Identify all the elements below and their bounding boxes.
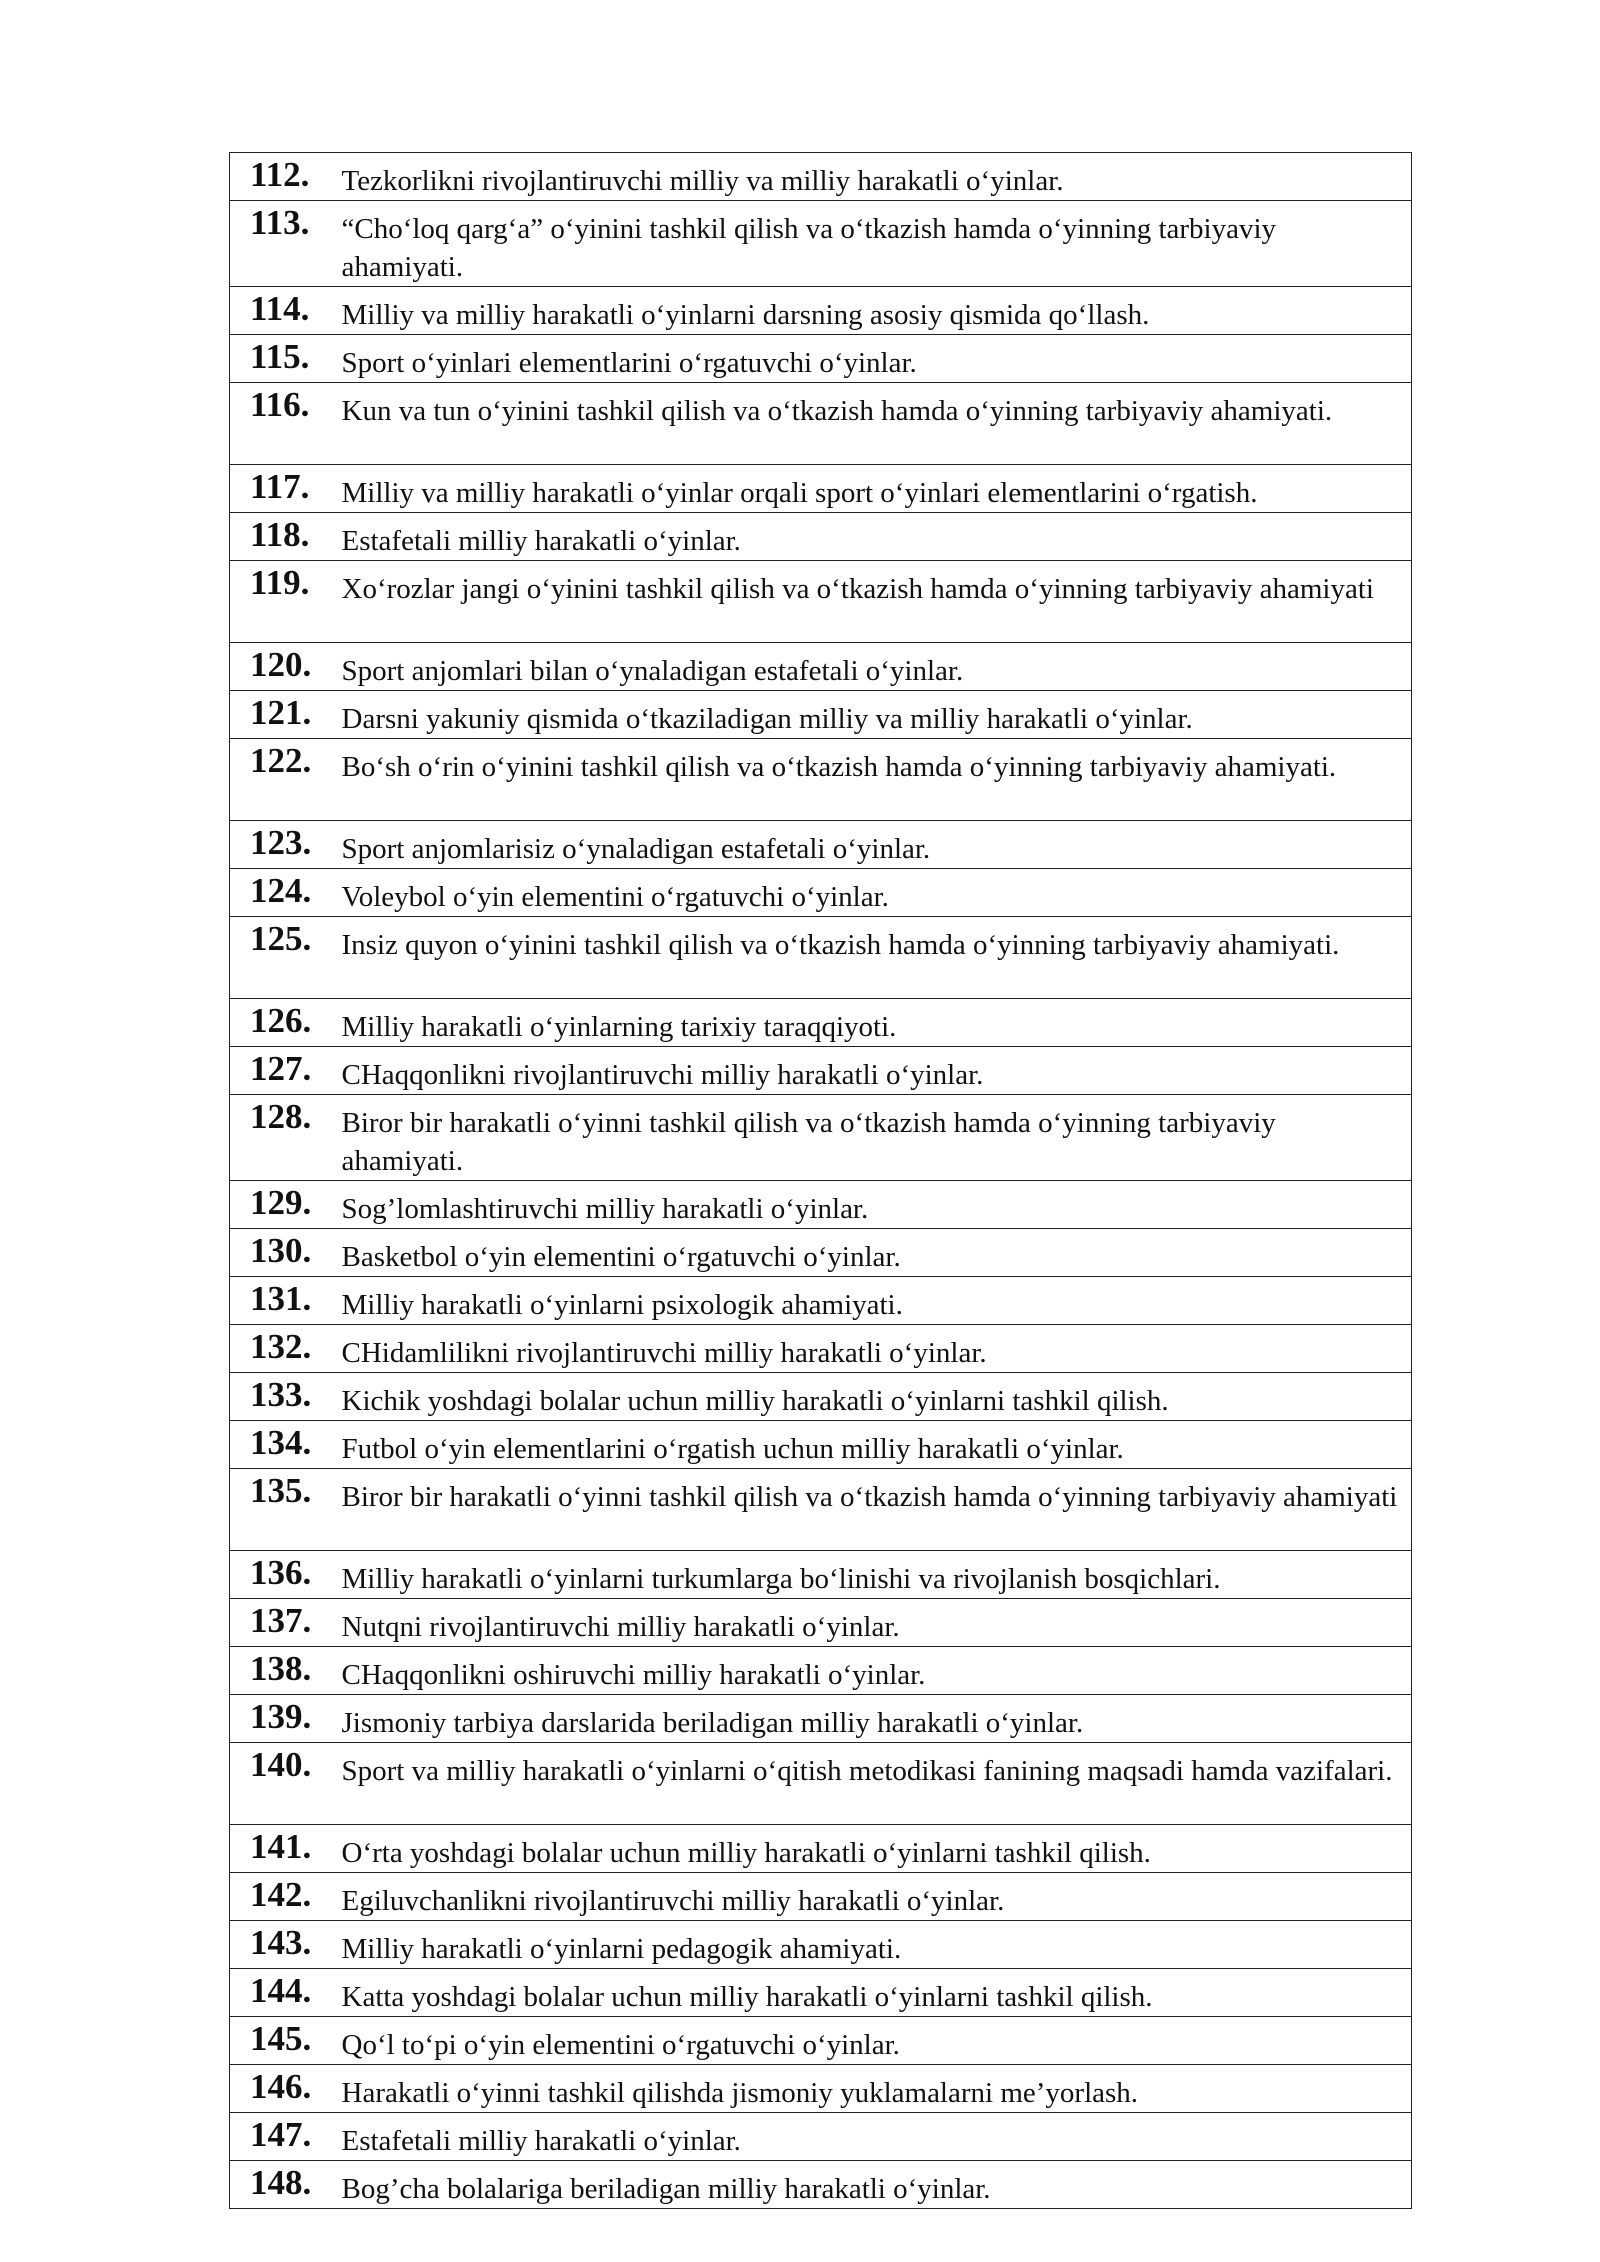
question-text-cell [330,821,1412,869]
question-number: 131. [250,1279,312,1318]
questions-table-body [230,153,1412,2209]
table-row [230,1325,1412,1373]
question-number-cell [230,2161,330,2209]
question-text: Milliy harakatli o‘yinlarni psixologik ahamiyati. [341,1289,903,1321]
table-row [230,383,1412,465]
question-number-cell [230,2017,330,2065]
question-number: 145. [250,2019,312,2058]
table-row [230,153,1412,201]
question-text: CHidamlilikni rivojlantiruvchi milliy harakatli o‘yinlar. [341,1337,987,1369]
table-row [230,1551,1412,1599]
question-text: Biror bir harakatli o‘yinni tashkil qilish va o‘tkazish hamda o‘yinning tarbiyaviy ahamiyati. [341,1107,1276,1177]
question-number: 121. [250,693,312,732]
question-text-cell [330,1743,1412,1825]
question-text: Estafetali milliy harakatli o‘yinlar. [341,525,741,557]
table-row [230,1921,1412,1969]
question-text: “Cho‘loq qarg‘a” o‘yinini tashkil qilish va o‘tkazish hamda o‘yinning tarbiyaviy ahamiyati. [341,213,1277,283]
question-number-cell [230,1181,330,1229]
table-row [230,1373,1412,1421]
table-row [230,1743,1412,1825]
question-number: 142. [250,1875,312,1914]
question-number-cell [230,1047,330,1095]
table-row [230,999,1412,1047]
question-number: 132. [250,1327,312,1366]
question-text: Basketbol o‘yin elementini o‘rgatuvchi o‘yinlar. [341,1241,901,1273]
question-text-cell [330,1969,1412,2017]
question-number-cell [230,1647,330,1695]
question-number-cell [230,1969,330,2017]
question-text: Katta yoshdagi bolalar uchun milliy harakatli o‘yinlarni tashkil qilish. [341,1981,1153,2013]
question-text: Darsni yakuniy qismida o‘tkaziladigan milliy va milliy harakatli o‘yinlar. [341,703,1193,735]
table-row [230,465,1412,513]
question-number: 116. [250,385,310,424]
question-number-cell [230,739,330,821]
question-number-cell [230,1551,330,1599]
question-text-cell [330,869,1412,917]
question-number: 146. [250,2067,312,2106]
table-row [230,643,1412,691]
question-number-cell [230,201,330,287]
question-text: CHaqqonlikni rivojlantiruvchi milliy harakatli o‘yinlar. [341,1059,984,1091]
question-text: Sport anjomlari bilan o‘ynaladigan estafetali o‘yinlar. [341,655,964,687]
question-text: Milliy va milliy harakatli o‘yinlar orqali sport o‘yinlari elementlarini o‘rgatish. [341,477,1258,509]
table-row [230,1469,1412,1551]
question-number-cell [230,1421,330,1469]
table-row [230,1825,1412,1873]
question-number-cell [230,1825,330,1873]
question-text-cell [330,383,1412,465]
table-row [230,1599,1412,1647]
question-text: Jismoniy tarbiya darslarida beriladigan milliy harakatli o‘yinlar. [341,1707,1084,1739]
question-number: 124. [250,871,312,910]
question-number-cell [230,691,330,739]
table-row [230,1047,1412,1095]
question-number: 136. [250,1553,312,1592]
question-text: Sport o‘yinlari elementlarini o‘rgatuvchi o‘yinlar. [341,347,917,379]
question-number-cell [230,917,330,999]
question-text-cell [330,2017,1412,2065]
question-text: Biror bir harakatli o‘yinni tashkil qilish va o‘tkazish hamda o‘yinning tarbiyaviy ahamiyati [341,1481,1398,1513]
question-number-cell [230,999,330,1047]
question-text-cell [330,561,1412,643]
question-text-cell [330,1181,1412,1229]
table-row [230,1873,1412,1921]
question-number-cell [230,869,330,917]
question-text: Milliy harakatli o‘yinlarni turkumlarga bo‘linishi va rivojlanish bosqichlari. [341,1563,1221,1595]
question-number-cell [230,643,330,691]
table-row [230,561,1412,643]
question-number: 130. [250,1231,312,1270]
question-text-cell [330,643,1412,691]
question-number: 148. [250,2163,312,2202]
question-number: 115. [250,337,310,376]
question-text: Insiz quyon o‘yinini tashkil qilish va o‘tkazish hamda o‘yinning tarbiyaviy ahamiyati. [341,929,1340,961]
question-number-cell [230,2113,330,2161]
question-number-cell [230,821,330,869]
question-number: 135. [250,1471,312,1510]
questions-table [229,152,1412,2209]
question-text: Estafetali milliy harakatli o‘yinlar. [341,2125,741,2157]
question-number-cell [230,1325,330,1373]
table-row [230,335,1412,383]
question-text: Kichik yoshdagi bolalar uchun milliy harakatli o‘yinlarni tashkil qilish. [341,1385,1169,1417]
question-number-cell [230,1695,330,1743]
table-row [230,2017,1412,2065]
table-row [230,739,1412,821]
question-text-cell [330,1599,1412,1647]
question-text-cell [330,1647,1412,1695]
question-number: 120. [250,645,312,684]
question-number: 113. [250,203,310,242]
table-row [230,869,1412,917]
question-number: 139. [250,1697,312,1736]
table-row [230,1181,1412,1229]
question-text-cell [330,1873,1412,1921]
question-text: Bo‘sh o‘rin o‘yinini tashkil qilish va o‘tkazish hamda o‘yinning tarbiyaviy ahamiyati. [341,751,1337,783]
question-number-cell [230,383,330,465]
question-number-cell [230,1277,330,1325]
question-number-cell [230,2065,330,2113]
question-text: Harakatli o‘yinni tashkil qilishda jismoniy yuklamalarni me’yorlash. [341,2077,1139,2109]
question-number: 144. [250,1971,312,2010]
question-number: 137. [250,1601,312,1640]
table-row [230,691,1412,739]
question-text-cell [330,2161,1412,2209]
question-text: Voleybol o‘yin elementini o‘rgatuvchi o‘yinlar. [341,881,889,913]
question-number: 114. [250,289,310,328]
question-text-cell [330,1325,1412,1373]
question-number-cell [230,513,330,561]
question-number: 129. [250,1183,312,1222]
question-text-cell [330,153,1412,201]
question-number-cell [230,1095,330,1181]
question-text: Egiluvchanlikni rivojlantiruvchi milliy harakatli o‘yinlar. [341,1885,1005,1917]
question-text-cell [330,2113,1412,2161]
question-number-cell [230,335,330,383]
question-number: 141. [250,1827,312,1866]
table-row [230,1421,1412,1469]
question-number-cell [230,1873,330,1921]
question-text: Milliy va milliy harakatli o‘yinlarni darsning asosiy qismida qo‘llash. [341,299,1150,331]
table-row [230,201,1412,287]
question-number: 134. [250,1423,312,1462]
question-text-cell [330,465,1412,513]
table-row [230,821,1412,869]
question-number-cell [230,561,330,643]
question-number-cell [230,1743,330,1825]
question-text: CHaqqonlikni oshiruvchi milliy harakatli o‘yinlar. [341,1659,926,1691]
question-text-cell [330,691,1412,739]
question-text: Sport va milliy harakatli o‘yinlarni o‘qitish metodikasi fanining maqsadi hamda vazifalari. [341,1755,1393,1787]
question-text: Tezkorlikni rivojlantiruvchi milliy va milliy harakatli o‘yinlar. [341,165,1064,197]
question-text-cell [330,513,1412,561]
table-row [230,2161,1412,2209]
table-row [230,1229,1412,1277]
question-text: Sog’lomlashtiruvchi milliy harakatli o‘yinlar. [341,1193,869,1225]
question-text-cell [330,1469,1412,1551]
table-row [230,1647,1412,1695]
table-row [230,1695,1412,1743]
question-number: 117. [250,467,310,506]
question-text-cell [330,335,1412,383]
question-number: 143. [250,1923,312,1962]
question-text: Nutqni rivojlantiruvchi milliy harakatli o‘yinlar. [341,1611,900,1643]
question-number-cell [230,1229,330,1277]
question-number: 147. [250,2115,312,2154]
question-text: Sport anjomlarisiz o‘ynaladigan estafetali o‘yinlar. [341,833,931,865]
question-number: 125. [250,919,312,958]
question-text: O‘rta yoshdagi bolalar uchun milliy harakatli o‘yinlarni tashkil qilish. [341,1837,1151,1869]
question-text-cell [330,1825,1412,1873]
question-number: 126. [250,1001,312,1040]
question-text-cell [330,1373,1412,1421]
question-number: 138. [250,1649,312,1688]
question-number: 140. [250,1745,312,1784]
question-text-cell [330,1095,1412,1181]
question-number: 133. [250,1375,312,1414]
question-number-cell [230,1921,330,1969]
question-text-cell [330,999,1412,1047]
question-text: Kun va tun o‘yinini tashkil qilish va o‘tkazish hamda o‘yinning tarbiyaviy ahamiyati. [341,395,1333,427]
table-row [230,2113,1412,2161]
question-text: Futbol o‘yin elementlarini o‘rgatish uchun milliy harakatli o‘yinlar. [341,1433,1124,1465]
question-text-cell [330,1921,1412,1969]
question-text: Milliy harakatli o‘yinlarning tarixiy taraqqiyoti. [341,1011,897,1043]
question-text-cell [330,739,1412,821]
question-number: 127. [250,1049,312,1088]
question-number-cell [230,287,330,335]
table-row [230,287,1412,335]
question-text-cell [330,287,1412,335]
question-text: Qo‘l to‘pi o‘yin elementini o‘rgatuvchi o‘yinlar. [341,2029,900,2061]
question-number-cell [230,465,330,513]
table-row [230,2065,1412,2113]
question-number: 122. [250,741,312,780]
question-text-cell [330,1229,1412,1277]
question-text-cell [330,1551,1412,1599]
question-number-cell [230,1599,330,1647]
table-row [230,1277,1412,1325]
question-text: Xo‘rozlar jangi o‘yinini tashkil qilish va o‘tkazish hamda o‘yinning tarbiyaviy ahamiyati [341,573,1374,605]
question-text-cell [330,917,1412,999]
question-text-cell [330,1421,1412,1469]
question-text: Milliy harakatli o‘yinlarni pedagogik ahamiyati. [341,1933,902,1965]
question-number-cell [230,1469,330,1551]
question-number: 119. [250,563,310,602]
question-number: 112. [250,155,310,194]
question-number-cell [230,1373,330,1421]
question-text-cell [330,1277,1412,1325]
question-text: Bog’cha bolalariga beriladigan milliy harakatli o‘yinlar. [341,2173,991,2205]
question-number: 118. [250,515,310,554]
question-text-cell [330,1047,1412,1095]
question-text-cell [330,2065,1412,2113]
question-text-cell [330,1695,1412,1743]
question-number: 128. [250,1097,312,1136]
table-row [230,1969,1412,2017]
question-number-cell [230,153,330,201]
table-row [230,917,1412,999]
table-row [230,1095,1412,1181]
table-row [230,513,1412,561]
question-text-cell [330,201,1412,287]
question-number: 123. [250,823,312,862]
